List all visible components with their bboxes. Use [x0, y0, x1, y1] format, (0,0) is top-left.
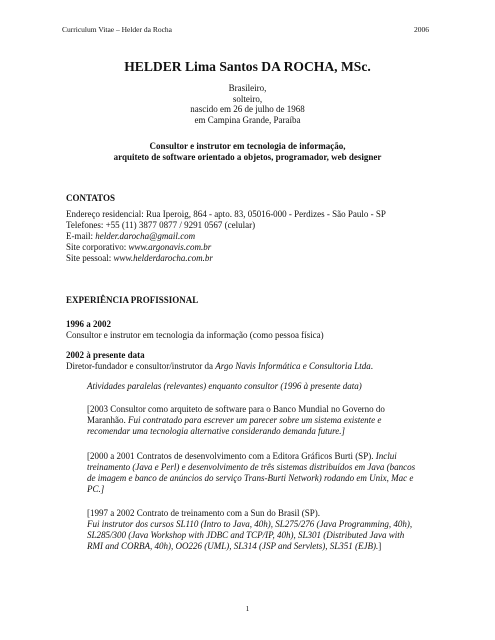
page-title: HELDER Lima Santos DA ROCHA, MSc. [124, 59, 371, 74]
period-2-suffix: . [370, 361, 373, 371]
entry-1997-text: [1997 a 2002 Contrato de treinamento com a Sun do Brasil (SP). [87, 508, 320, 518]
corporate-site-line [66, 242, 386, 253]
nationality: Brasileiro, [228, 83, 267, 93]
running-header [62, 25, 429, 34]
corporate-site-label: Site corporativo: [66, 242, 129, 252]
contact-list [66, 209, 386, 264]
personal-site-link[interactable]: www.helderdarocha.com.br [113, 253, 213, 263]
birth-date: nascido em 26 de julho de 1968 [190, 104, 305, 115]
experience-entry-1997 [87, 508, 417, 552]
personal-info [0, 83, 495, 125]
experience-entry-2000 [87, 451, 417, 495]
period-2-description [66, 361, 373, 372]
period-2-company: Argo Navis Informática e Consultoria Ltda [215, 361, 371, 371]
experience-entry-2003 [87, 404, 417, 437]
summary-line-1: Consultor e instrutor em tecnologia de informação, [149, 141, 346, 151]
contacts-heading: CONTATOS [66, 193, 116, 203]
entry-2000-text: [2000 a 2001 Contratos de desenvolvimento com a Editora Gráficos Burti (SP). [87, 451, 376, 461]
email-label: E-mail: [66, 231, 96, 241]
personal-site-line [66, 253, 386, 264]
header-year: 2006 [414, 25, 429, 34]
parallel-activities-label: Atividades paralelas (relevantes) enquanto consultor (1996 à presente data) [87, 381, 362, 391]
period-2-prefix: Diretor-fundador e consultor/instrutor da [66, 361, 216, 371]
phones-line: Telefones: +55 (11) 3877 0877 / 9291 0567 (celular) [66, 220, 256, 230]
period-2-label: 2002 à presente data [66, 350, 145, 360]
period-1-description: Consultor e instrutor em tecnologia da informação (como pessoa física) [66, 330, 324, 340]
birth-place: em Campina Grande, Paraíba [194, 114, 301, 125]
entry-2003-text: [2003 Consultor como arquiteto de software para o Banco Mundial no Governo do Maranhão. [87, 404, 385, 425]
page-number: 1 [245, 604, 250, 613]
corporate-site-link[interactable]: www.argonavis.com.br [128, 242, 212, 252]
experience-heading: EXPERIÊNCIA PROFISSIONAL [66, 295, 199, 305]
entry-1997-details: Fui instrutor dos cursos SL110 (Intro to Java, 40h), SL275/276 (Java Programming, 40h), SL285/300 (Java Workshop with JDBC and TCP/IP, 40h), SL301 (Distributed Java with RMI and CORBA, 40h), OO226 (UML), SL314 (JSP and Servlets), SL351 (EJB). [87, 519, 413, 551]
running-title: Curriculum Vitae – Helder da Rocha [62, 25, 173, 34]
period-1-label: 1996 a 2002 [66, 319, 111, 329]
period-2002-present [66, 350, 373, 372]
entry-2000-details: Inclui treinamento (Java e Perl) e desenvolvimento de três sistemas distribuídos em Java (bancos de imagem e banco de anúncios do serviço Trans-Burti Network) rodando em Unix, Mac e PC.] [87, 451, 416, 494]
email-link[interactable]: helder.darocha@gmail.com [95, 231, 196, 241]
email-line [66, 231, 386, 242]
personal-site-label: Site pessoal: [66, 253, 114, 263]
professional-summary [0, 141, 495, 162]
address-line: Endereço residencial: Rua Iperoig, 864 - apto. 83, 05016-000 - Perdizes - São Paulo - SP [66, 209, 386, 219]
entry-1997-end: ] [378, 541, 382, 551]
summary-line-2: arquiteto de software orientado a objetos, programador, web designer [113, 151, 382, 162]
entry-2003-details: Fui contratado para escrever um parecer sobre um sistema existente e recomendar uma tecnologia alternative considerando demanda future.] [87, 415, 382, 436]
period-1996-2002 [66, 319, 324, 341]
marital-status: solteiro, [232, 93, 263, 104]
